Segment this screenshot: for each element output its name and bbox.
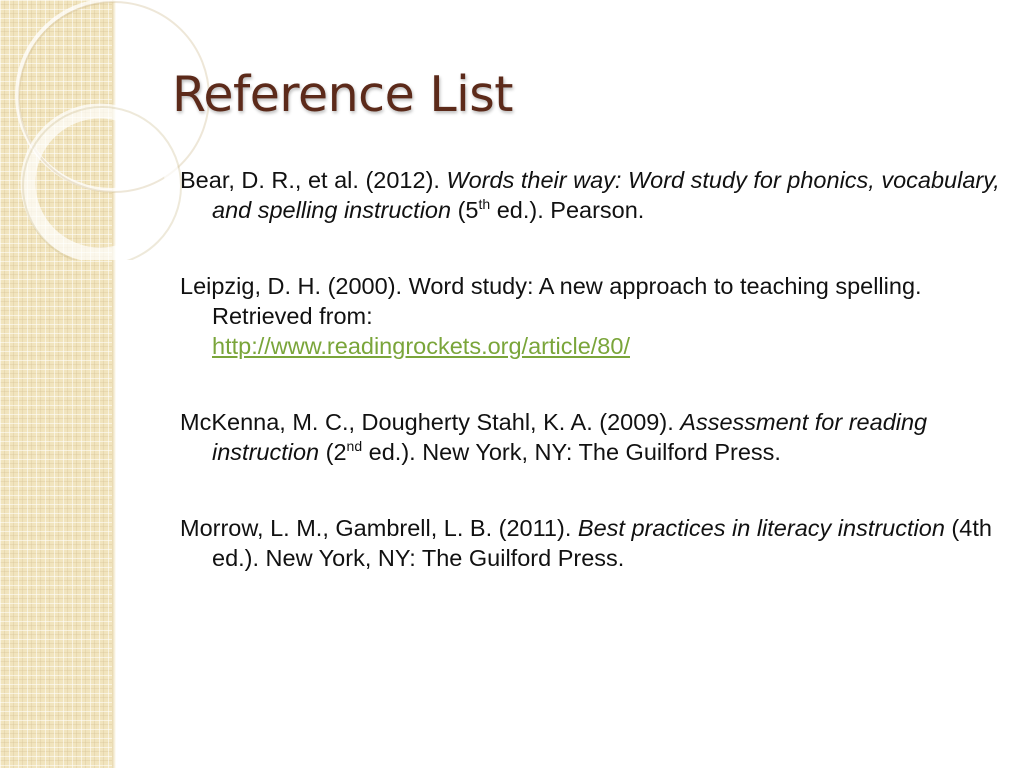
reference-author: McKenna, M. C., Dougherty Stahl, K. A. (2009). xyxy=(180,409,681,435)
reference-item xyxy=(180,513,1000,573)
reference-link[interactable]: http://www.readingrockets.org/article/80/ xyxy=(212,333,630,359)
reference-list xyxy=(180,165,1000,619)
reference-title: Words their way: Word study for phonics, vocabulary, and spelling instruction xyxy=(212,167,1000,223)
reference-publisher: ed.). Pearson. xyxy=(490,197,645,223)
reference-item xyxy=(180,271,1000,361)
reference-title: Best practices in literacy instruction xyxy=(577,515,945,541)
reference-title: Assessment for reading instruction xyxy=(212,409,928,465)
reference-author: Leipzig, D. H. (2000). Word study: A new approach to teaching spelling. Retrieved from: xyxy=(180,273,922,329)
reference-item xyxy=(180,165,1000,225)
reference-edition: (2 xyxy=(319,439,347,465)
decorative-sidebar xyxy=(0,0,112,768)
slide-title: Reference List xyxy=(172,66,513,123)
reference-author: Bear, D. R., et al. (2012). xyxy=(180,167,447,193)
reference-publisher: (4th ed.). New York, NY: The Guilford Press. xyxy=(212,515,992,571)
reference-publisher: ed.). New York, NY: The Guilford Press. xyxy=(362,439,781,465)
reference-item xyxy=(180,407,1000,467)
reference-author: Morrow, L. M., Gambrell, L. B. (2011). xyxy=(180,515,578,541)
sidebar-edge xyxy=(112,0,116,768)
reference-edition-suffix: th xyxy=(478,196,491,213)
reference-edition-suffix: nd xyxy=(346,438,363,455)
reference-edition: (5 xyxy=(451,197,479,223)
